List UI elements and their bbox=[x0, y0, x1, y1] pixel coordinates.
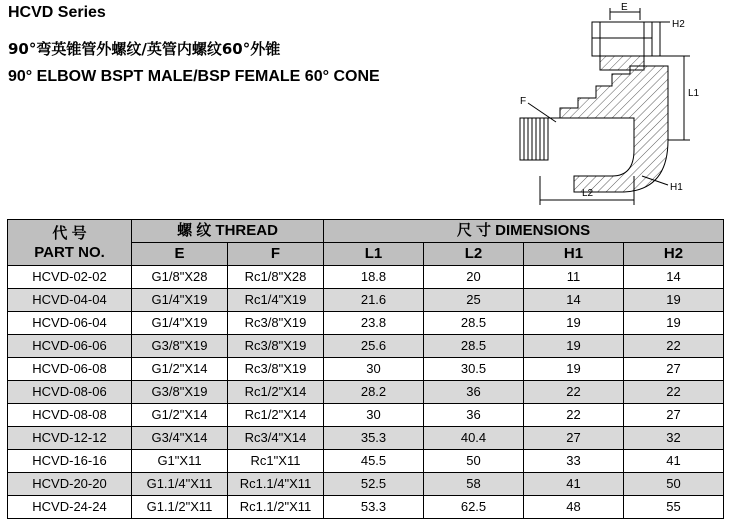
cell-h2: 27 bbox=[624, 404, 724, 427]
cell-part: HCVD-24-24 bbox=[8, 496, 132, 519]
cell-h2: 50 bbox=[624, 473, 724, 496]
cell-h1: 27 bbox=[524, 427, 624, 450]
cell-part: HCVD-06-04 bbox=[8, 312, 132, 335]
cell-l1: 18.8 bbox=[324, 266, 424, 289]
cell-h1: 48 bbox=[524, 496, 624, 519]
cell-h1: 19 bbox=[524, 312, 624, 335]
cell-part: HCVD-16-16 bbox=[8, 450, 132, 473]
label-l2: L2 bbox=[582, 188, 594, 199]
cell-part: HCVD-12-12 bbox=[8, 427, 132, 450]
cell-f: Rc1/2"X14 bbox=[228, 381, 324, 404]
cell-h2: 22 bbox=[624, 335, 724, 358]
table-row bbox=[8, 473, 724, 496]
cell-f: Rc1.1/2"X11 bbox=[228, 496, 324, 519]
cell-h2: 27 bbox=[624, 358, 724, 381]
cell-h2: 55 bbox=[624, 496, 724, 519]
english-title: 90° ELBOW BSPT MALE/BSP FEMALE 60° CONE bbox=[8, 68, 380, 85]
cell-e: G1/8"X28 bbox=[132, 266, 228, 289]
cell-f: Rc1/4"X19 bbox=[228, 289, 324, 312]
col-h2-header: H2 bbox=[624, 243, 724, 266]
cell-l1: 25.6 bbox=[324, 335, 424, 358]
cell-l1: 23.8 bbox=[324, 312, 424, 335]
cell-l2: 20 bbox=[424, 266, 524, 289]
table-row bbox=[8, 450, 724, 473]
cell-h1: 22 bbox=[524, 381, 624, 404]
part-number-header-cn: 代 号 bbox=[52, 224, 87, 242]
cell-l2: 62.5 bbox=[424, 496, 524, 519]
cell-h1: 11 bbox=[524, 266, 624, 289]
table-row bbox=[8, 266, 724, 289]
table-row bbox=[8, 427, 724, 450]
cell-h2: 32 bbox=[624, 427, 724, 450]
label-l1: L1 bbox=[688, 88, 700, 99]
cell-h1: 14 bbox=[524, 289, 624, 312]
cell-l1: 30 bbox=[324, 358, 424, 381]
cell-l2: 28.5 bbox=[424, 312, 524, 335]
dimensions-table bbox=[7, 219, 724, 519]
cell-l1: 28.2 bbox=[324, 381, 424, 404]
cell-e: G3/8"X19 bbox=[132, 335, 228, 358]
cell-l2: 36 bbox=[424, 381, 524, 404]
cell-l1: 30 bbox=[324, 404, 424, 427]
table-row bbox=[8, 404, 724, 427]
chinese-title: 90°弯英锥管外螺纹/英管内螺纹60°外锥 bbox=[8, 40, 281, 58]
cell-e: G3/4"X14 bbox=[132, 427, 228, 450]
cell-h1: 22 bbox=[524, 404, 624, 427]
cell-f: Rc1.1/4"X11 bbox=[228, 473, 324, 496]
cell-l1: 53.3 bbox=[324, 496, 424, 519]
cell-l1: 21.6 bbox=[324, 289, 424, 312]
part-number-header bbox=[8, 220, 132, 266]
cell-l2: 28.5 bbox=[424, 335, 524, 358]
elbow-fitting-drawing bbox=[505, 2, 730, 212]
table-row bbox=[8, 289, 724, 312]
cell-part: HCVD-20-20 bbox=[8, 473, 132, 496]
label-f: F bbox=[520, 96, 527, 107]
cell-h1: 33 bbox=[524, 450, 624, 473]
series-title: HCVD Series bbox=[8, 4, 106, 21]
cell-e: G1.1/2"X11 bbox=[132, 496, 228, 519]
cell-f: Rc1/8"X28 bbox=[228, 266, 324, 289]
cell-h2: 19 bbox=[624, 312, 724, 335]
label-e: E bbox=[621, 2, 628, 13]
cell-h2: 14 bbox=[624, 266, 724, 289]
cell-h2: 22 bbox=[624, 381, 724, 404]
thread-header: 螺 纹 THREAD bbox=[132, 220, 324, 243]
cell-f: Rc1/2"X14 bbox=[228, 404, 324, 427]
cell-e: G1/4"X19 bbox=[132, 289, 228, 312]
cell-f: Rc3/8"X19 bbox=[228, 312, 324, 335]
cell-l2: 36 bbox=[424, 404, 524, 427]
col-h1-header: H1 bbox=[524, 243, 624, 266]
cell-e: G1"X11 bbox=[132, 450, 228, 473]
cell-f: Rc3/8"X19 bbox=[228, 335, 324, 358]
cell-e: G1/4"X19 bbox=[132, 312, 228, 335]
cell-part: HCVD-08-08 bbox=[8, 404, 132, 427]
cell-l2: 30.5 bbox=[424, 358, 524, 381]
col-f-header: F bbox=[228, 243, 324, 266]
cell-l1: 35.3 bbox=[324, 427, 424, 450]
cell-part: HCVD-06-06 bbox=[8, 335, 132, 358]
cell-l2: 40.4 bbox=[424, 427, 524, 450]
table-row bbox=[8, 358, 724, 381]
table-row bbox=[8, 312, 724, 335]
cell-h1: 19 bbox=[524, 358, 624, 381]
cell-e: G3/8"X19 bbox=[132, 381, 228, 404]
part-number-header-en: PART NO. bbox=[34, 243, 105, 261]
label-h1: H1 bbox=[670, 182, 683, 193]
cell-e: G1/2"X14 bbox=[132, 404, 228, 427]
col-l1-header: L1 bbox=[324, 243, 424, 266]
cell-part: HCVD-02-02 bbox=[8, 266, 132, 289]
cell-l1: 45.5 bbox=[324, 450, 424, 473]
cell-part: HCVD-04-04 bbox=[8, 289, 132, 312]
cell-e: G1/2"X14 bbox=[132, 358, 228, 381]
cell-h2: 19 bbox=[624, 289, 724, 312]
cell-part: HCVD-06-08 bbox=[8, 358, 132, 381]
label-h2: H2 bbox=[672, 19, 685, 30]
cell-l1: 52.5 bbox=[324, 473, 424, 496]
cell-part: HCVD-08-06 bbox=[8, 381, 132, 404]
cell-h1: 19 bbox=[524, 335, 624, 358]
cell-h1: 41 bbox=[524, 473, 624, 496]
cell-f: Rc3/8"X19 bbox=[228, 358, 324, 381]
cell-e: G1.1/4"X11 bbox=[132, 473, 228, 496]
table-row bbox=[8, 496, 724, 519]
cell-l2: 58 bbox=[424, 473, 524, 496]
col-l2-header: L2 bbox=[424, 243, 524, 266]
dimensions-header: 尺 寸 DIMENSIONS bbox=[324, 220, 724, 243]
cell-h2: 41 bbox=[624, 450, 724, 473]
cell-f: Rc1"X11 bbox=[228, 450, 324, 473]
col-e-header: E bbox=[132, 243, 228, 266]
table-row bbox=[8, 381, 724, 404]
cell-l2: 25 bbox=[424, 289, 524, 312]
cell-l2: 50 bbox=[424, 450, 524, 473]
table-row bbox=[8, 335, 724, 358]
cell-f: Rc3/4"X14 bbox=[228, 427, 324, 450]
